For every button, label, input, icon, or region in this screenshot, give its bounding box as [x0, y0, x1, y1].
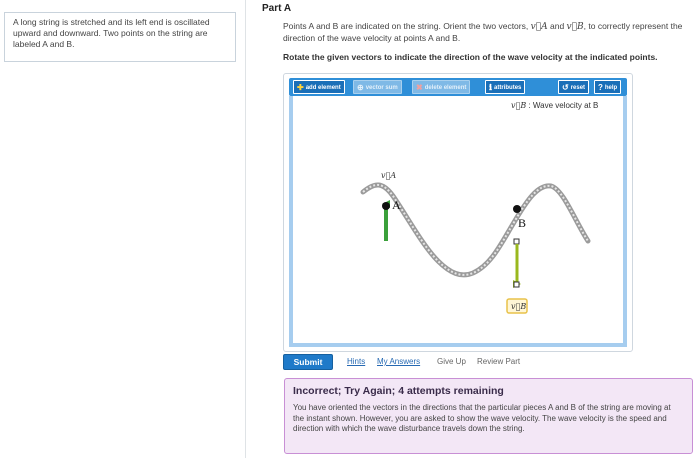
review-part-link[interactable]: Review Part [477, 357, 521, 366]
reset-icon: ↺ [562, 83, 569, 92]
help-button[interactable] [594, 80, 621, 94]
delete-icon: ✖ [416, 83, 423, 92]
vector-b-label: v⃗B [511, 302, 527, 311]
tool-toolbar [289, 78, 627, 96]
vector-b-symbol: v⃗B [566, 22, 584, 32]
reset-label: reset [570, 85, 586, 91]
vector-a-label: v⃗A [381, 171, 397, 180]
instructions-and: and [549, 21, 565, 31]
add-element-button[interactable] [293, 80, 345, 94]
point-b-label: B [518, 216, 527, 230]
my-answers-link[interactable]: My Answers [377, 357, 421, 366]
point-b-dot [513, 205, 521, 213]
problem-statement [4, 12, 236, 62]
drawing-canvas[interactable] [289, 96, 627, 347]
panel-divider [245, 0, 246, 458]
point-a-label: A [392, 198, 401, 212]
help-icon: ? [598, 83, 603, 92]
instructions-before: Points A and B are indicated on the string. Orient the two vectors, [283, 21, 529, 31]
attributes-button[interactable] [485, 80, 525, 94]
point-a-dot [382, 202, 390, 210]
attributes-label: attributes [494, 85, 522, 91]
vector-drawing-tool [283, 73, 633, 352]
wave-diagram [293, 96, 623, 347]
vector-b-tail-handle[interactable] [514, 239, 519, 244]
reset-button[interactable] [558, 80, 589, 94]
instructions-after: , to correctly represent the direction of the wave velocity at points A and B. [283, 21, 683, 43]
add-element-label: add element [305, 85, 341, 91]
instructions [283, 21, 693, 44]
feedback-body: You have oriented the vectors in the directions that the particular pieces A and B of the string are moving at the instant shown. However, you are asked to show the wave velocity. The wave velocity is the speed and direction with which the wave disturbance travels down the string. [293, 403, 671, 433]
plus-icon: ✚ [297, 83, 304, 92]
task-prompt: Rotate the given vectors to indicate the direction of the wave velocity at the indicated points. [283, 52, 658, 62]
hints-link[interactable]: Hints [347, 357, 366, 366]
legend-vector-symbol: v⃗B [511, 101, 527, 110]
vector-sum-button[interactable] [353, 80, 402, 94]
vector-sum-label: vector sum [365, 85, 398, 91]
vector-sum-icon: ⊕ [357, 83, 364, 92]
delete-element-label: delete element [424, 85, 467, 91]
submit-button[interactable]: Submit [283, 354, 333, 370]
problem-text: A long string is stretched and its left end is oscillated upward and downward. Two points on the string are labeled A and B. [13, 17, 210, 49]
info-icon: ℹ [489, 83, 493, 92]
feedback-title: Incorrect; Try Again; 4 attempts remaining [293, 385, 504, 397]
help-label: help [604, 85, 618, 91]
give-up-link[interactable]: Give Up [437, 357, 466, 366]
legend-text: : Wave velocity at B [528, 101, 599, 110]
vector-a-symbol: v⃗A [530, 22, 548, 32]
vector-b-head-handle[interactable] [514, 282, 519, 287]
feedback-box [284, 378, 693, 454]
delete-element-button[interactable] [412, 80, 470, 94]
part-title: Part A [262, 3, 292, 14]
